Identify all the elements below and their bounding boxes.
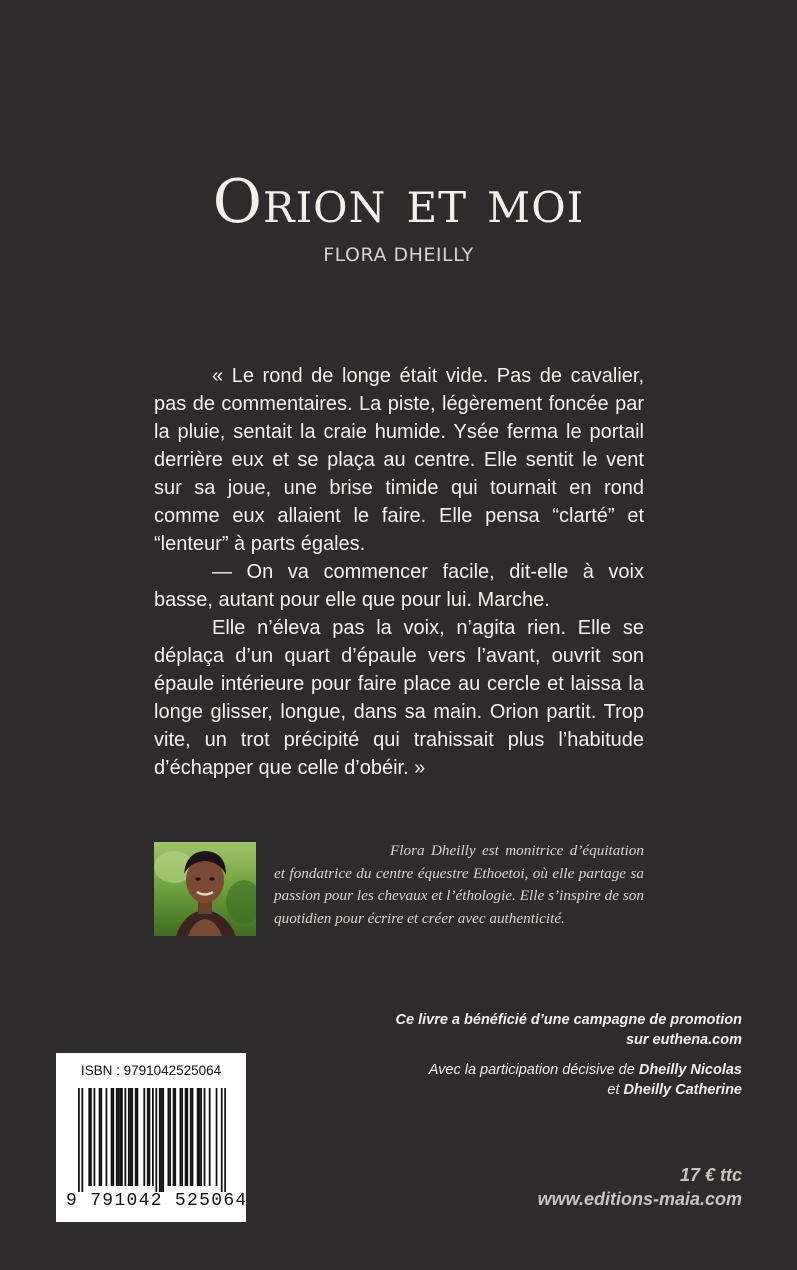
participant-name: Dheilly Catherine (623, 1082, 742, 1098)
book-title: Orion et moi (212, 167, 585, 237)
barcode-bars-icon (78, 1088, 226, 1192)
excerpt-paragraph: « Le rond de longe était vide. Pas de cavalier, pas de commentaires. La piste, légèrement foncée par la pluie, sentait la craie humide. Ysée ferma le portail derrière eux et se plaça au centre. Elle sentit le vent sur sa joue, une brise timide qui tournait en rond comme eux allaient le faire. Elle pensa “clarté” et “lenteur” à parts égales. (154, 365, 644, 555)
isbn-label: ISBN : 9791042525064 (80, 1063, 222, 1078)
promotion-notice (322, 1010, 742, 1050)
author-bio: Flora Dheilly est monitrice d’équitation et fondatrice du centre équestre Ethoetoi, où elle partage sa passion pour les chevaux et l’éthologie. Elle s’inspire de son quotidien pour écrire et créer avec authenticité. (274, 842, 644, 927)
excerpt-block (154, 362, 644, 782)
isbn-barcode (56, 1053, 246, 1222)
participant-name: Dheilly Nicolas (638, 1062, 742, 1078)
participation-connector: et (607, 1082, 620, 1098)
author-photo-image (154, 842, 256, 936)
isbn-digits: 9 791042 525064 (66, 1191, 248, 1211)
participation-notice (322, 1060, 742, 1100)
excerpt-paragraph: — On va commencer facile, dit-elle à voix basse, autant pour elle que pour lui. Marche. (154, 561, 644, 611)
promotion-line: sur euthena.com (625, 1032, 742, 1048)
author-portrait (154, 842, 256, 936)
promotion-line: Ce livre a bénéficié d’une campagne de promotion (395, 1012, 742, 1028)
book-price: 17 € ttc (679, 1165, 742, 1185)
publisher-website: www.editions-maia.com (537, 1189, 742, 1209)
excerpt-paragraph: Elle n’éleva pas la voix, n’agita rien. Elle se déplaça d’un quart d’épaule vers l’avant, ouvrit son épaule intérieure pour faire place au cercle et laissa la longe glisser, longue, dans sa main. Orion partit. Trop vite, un trot précipité qui trahissait plus l’habitude d’échapper que celle d’obéir. » (154, 617, 644, 779)
book-author: FLORA DHEILLY (323, 244, 474, 266)
participation-prefix: Avec la participation décisive de (428, 1062, 635, 1078)
